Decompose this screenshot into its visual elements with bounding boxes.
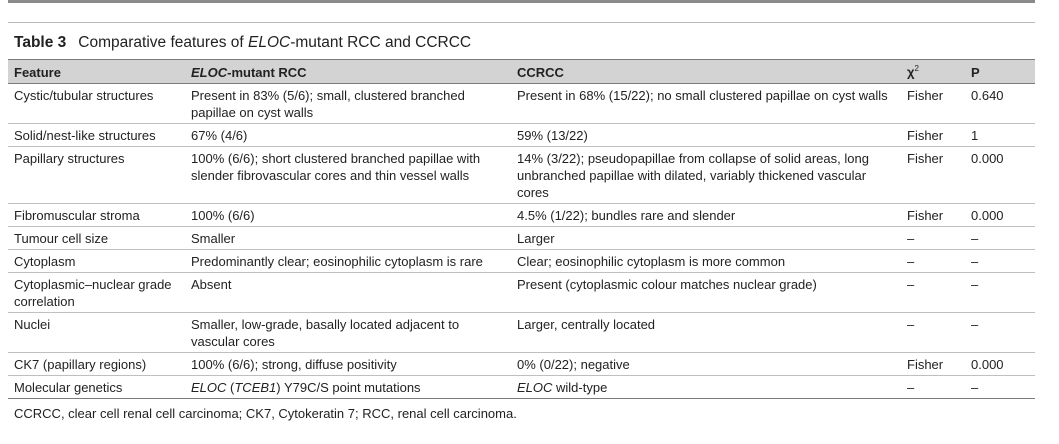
cell-eloc: Absent: [185, 273, 511, 313]
cell-ccrcc: Larger: [511, 227, 901, 250]
cell-feature: Molecular genetics: [8, 376, 185, 399]
table-caption-title-prefix: Comparative features of: [78, 34, 248, 51]
table-row: [8, 376, 1035, 399]
table-row: [8, 84, 1035, 124]
cell-eloc: Present in 83% (5/6); small, clustered branched papillae on cyst walls: [185, 84, 511, 124]
header-chi-square: [901, 60, 965, 84]
cell-eloc: 100% (6/6); strong, diffuse positivity: [185, 353, 511, 376]
cell-test: –: [901, 250, 965, 273]
cell-p: –: [965, 313, 1035, 353]
comparison-table: [8, 59, 1035, 399]
cell-eloc: 100% (6/6): [185, 204, 511, 227]
cell-eloc: 67% (4/6): [185, 124, 511, 147]
cell-feature: Solid/nest-like structures: [8, 124, 185, 147]
header-ccrcc: CCRCC: [511, 60, 901, 84]
cell-test: –: [901, 376, 965, 399]
cell-eloc: Smaller: [185, 227, 511, 250]
table-footnote: CCRCC, clear cell renal cell carcinoma; CK7, Cytokeratin 7; RCC, renal cell carcinoma.: [14, 406, 517, 421]
table-row: [8, 204, 1035, 227]
cell-test: Fisher: [901, 147, 965, 204]
cell-ccrcc: Clear; eosinophilic cytoplasm is more common: [511, 250, 901, 273]
table-caption-title-suffix: -mutant RCC and CCRCC: [290, 34, 472, 51]
header-chi-symbol: χ: [907, 64, 915, 80]
cell-feature: Fibromuscular stroma: [8, 204, 185, 227]
cell-test: –: [901, 313, 965, 353]
table-row: [8, 273, 1035, 313]
cell-feature: Cytoplasm: [8, 250, 185, 273]
table-row: [8, 313, 1035, 353]
cell-ccrcc: 4.5% (1/22); bundles rare and slender: [511, 204, 901, 227]
top-page-rule: [8, 0, 1035, 3]
cell-test: Fisher: [901, 124, 965, 147]
table-caption-title-gene: ELOC: [248, 34, 291, 51]
table-caption-label: Table 3: [14, 34, 67, 51]
cell-p: 0.000: [965, 147, 1035, 204]
cell-feature: Papillary structures: [8, 147, 185, 204]
header-eloc-mutant-rcc: [185, 60, 511, 84]
cell-feature: Cytoplasmic–nuclear grade correlation: [8, 273, 185, 313]
table-row: [8, 147, 1035, 204]
cell-ccrcc: 59% (13/22): [511, 124, 901, 147]
cell-test: –: [901, 227, 965, 250]
table-row: [8, 353, 1035, 376]
cell-p: 1: [965, 124, 1035, 147]
cell-eloc-alias: TCEB1: [234, 380, 277, 395]
header-p-value: P: [965, 60, 1035, 84]
cell-p: –: [965, 250, 1035, 273]
table-row: [8, 124, 1035, 147]
cell-eloc: Predominantly clear; eosinophilic cytoplasm is rare: [185, 250, 511, 273]
table-header-row: [8, 60, 1035, 84]
cell-eloc: Smaller, low-grade, basally located adjacent to vascular cores: [185, 313, 511, 353]
table-row: [8, 227, 1035, 250]
cell-ccrcc: Larger, centrally located: [511, 313, 901, 353]
header-eloc-gene: ELOC: [191, 64, 228, 80]
header-chi-exponent: 2: [914, 64, 919, 74]
cell-p: 0.000: [965, 353, 1035, 376]
cell-eloc-mutation: ) Y79C/S point mutations: [276, 380, 421, 395]
cell-feature: CK7 (papillary regions): [8, 353, 185, 376]
cell-p: 0.640: [965, 84, 1035, 124]
cell-eloc-gene: ELOC: [191, 380, 227, 395]
header-eloc-suffix: -mutant RCC: [227, 64, 307, 80]
cell-ccrcc-status: wild-type: [552, 380, 608, 395]
cell-p: –: [965, 273, 1035, 313]
cell-feature: Tumour cell size: [8, 227, 185, 250]
table-caption: [8, 23, 1035, 59]
cell-test: Fisher: [901, 353, 965, 376]
cell-p: –: [965, 376, 1035, 399]
cell-test: –: [901, 273, 965, 313]
table-row: [8, 250, 1035, 273]
cell-ccrcc: 14% (3/22); pseudopapillae from collapse of solid areas, long unbranched papillae with dilated, variably thickened vascular cores: [511, 147, 901, 204]
cell-feature: Cystic/tubular structures: [8, 84, 185, 124]
cell-p: –: [965, 227, 1035, 250]
comparison-table-block: [8, 22, 1035, 421]
cell-eloc: [185, 376, 511, 399]
cell-eloc-paren: (: [226, 380, 235, 395]
cell-ccrcc: Present in 68% (15/22); no small clustered papillae on cyst walls: [511, 84, 901, 124]
cell-ccrcc: [511, 376, 901, 399]
cell-eloc: 100% (6/6); short clustered branched papillae with slender fibrovascular cores and thin vessel walls: [185, 147, 511, 204]
cell-ccrcc-gene: ELOC: [517, 380, 553, 395]
cell-ccrcc: 0% (0/22); negative: [511, 353, 901, 376]
cell-test: Fisher: [901, 84, 965, 124]
cell-ccrcc: Present (cytoplasmic colour matches nuclear grade): [511, 273, 901, 313]
cell-test: Fisher: [901, 204, 965, 227]
cell-feature: Nuclei: [8, 313, 185, 353]
table-body: [8, 84, 1035, 399]
cell-p: 0.000: [965, 204, 1035, 227]
header-feature: Feature: [8, 60, 185, 84]
